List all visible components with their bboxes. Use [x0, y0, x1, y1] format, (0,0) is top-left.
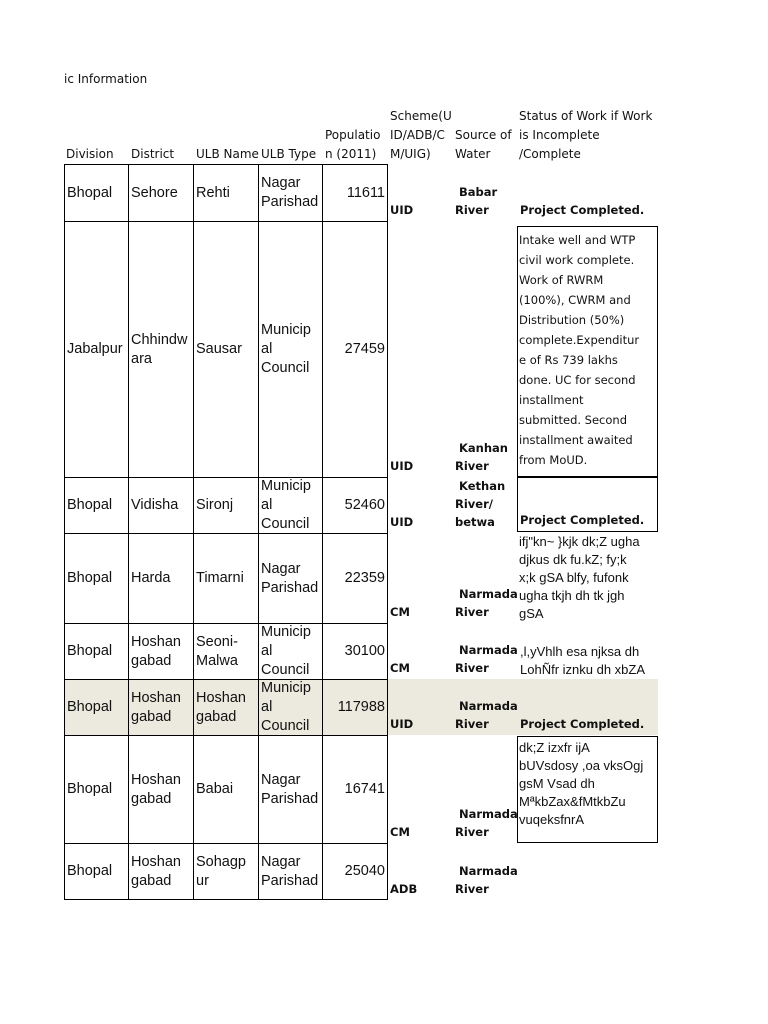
header-scheme-line: M/UIG)	[390, 147, 431, 161]
cell-line: Hoshan	[131, 689, 181, 706]
cell-line: Municip	[261, 322, 311, 338]
source-line: River/	[455, 497, 493, 511]
source-line: Kanhan	[459, 441, 508, 455]
cell-status	[517, 736, 658, 843]
cell-line: Timarni	[196, 570, 244, 586]
cell-ulb-type	[258, 221, 323, 477]
scheme-text: UID	[390, 459, 414, 473]
cell-district	[128, 477, 194, 533]
cell-line: Vidisha	[131, 497, 179, 513]
status-line: installment awaited	[519, 433, 633, 447]
cell-line: Municip	[261, 624, 311, 640]
source-line: River	[455, 661, 489, 675]
cell-line: Bhopal	[67, 497, 113, 513]
cell-line: 52460	[344, 497, 385, 513]
source-line: Narmada	[459, 587, 518, 601]
status-line: MªkbZax&fMtkbZu	[519, 794, 626, 809]
cell-district	[128, 221, 194, 477]
status-line: e of Rs 739 lakhs	[519, 353, 618, 367]
cell-division	[64, 477, 129, 533]
header-population-line: n (2011)	[325, 147, 377, 161]
cell-line: Hoshan	[131, 771, 181, 788]
cell-line: Council	[261, 516, 310, 532]
header-status-line: is Incomplete	[519, 128, 600, 142]
header-district: District	[131, 147, 175, 161]
cell-line: Sehore	[131, 184, 178, 201]
cell-district	[128, 843, 194, 900]
cell-scheme	[388, 735, 452, 843]
cell-line: Bhopal	[67, 570, 113, 586]
header-scheme-line: ID/ADB/C	[390, 128, 445, 142]
status-line: ifj"kn~ }kjk dk;Z ugha	[519, 534, 640, 549]
cell-ulb-name	[193, 221, 259, 477]
cell-ulb-type	[258, 623, 323, 679]
cell-division	[64, 679, 129, 735]
header-status	[519, 107, 652, 164]
source-line: Narmada	[459, 643, 518, 657]
cell-scheme	[388, 533, 452, 623]
cell-status	[518, 679, 658, 735]
cell-source	[453, 735, 517, 843]
source-line: River	[455, 605, 489, 619]
cell-line: Babai	[196, 781, 234, 797]
status-line: LohÑfr iznku dh xbZA	[520, 662, 646, 677]
cell-source	[453, 164, 517, 221]
section-title: ic Information	[64, 72, 148, 86]
header-ulb-type: ULB Type	[261, 147, 317, 161]
cell-line: Sohagp	[196, 853, 246, 870]
status-line: Project Completed.	[520, 717, 645, 731]
cell-ulb-name	[193, 533, 259, 623]
cell-line: Malwa	[196, 652, 238, 669]
cell-line: Municip	[261, 478, 311, 494]
cell-line: gabad	[196, 708, 237, 725]
cell-scheme	[388, 679, 452, 735]
status-line: ,l,yVhlh esa njksa dh	[520, 644, 640, 659]
header-ulb-name: ULB Name	[196, 147, 259, 161]
cell-source	[453, 533, 517, 623]
header-scheme-line: Scheme(U	[390, 109, 452, 123]
cell-line: Council	[261, 662, 310, 678]
cell-population	[322, 533, 388, 623]
cell-status	[518, 623, 659, 681]
source-line: Narmada	[459, 807, 518, 821]
cell-line: Hoshan	[131, 853, 181, 870]
status-line: done. UC for second	[519, 373, 636, 387]
source-line: River	[455, 459, 489, 473]
cell-ulb-type	[258, 164, 323, 221]
cell-division	[64, 221, 129, 477]
cell-source	[453, 843, 517, 900]
header-source-line: Water	[455, 147, 491, 161]
status-line: vuqeksfnrA	[519, 812, 585, 827]
header-scheme	[390, 107, 452, 164]
cell-line: 27459	[344, 341, 385, 357]
header-status-line: /Complete	[519, 147, 581, 161]
scheme-text: CM	[390, 661, 410, 675]
cell-status	[517, 477, 658, 532]
cell-ulb-name	[193, 477, 259, 533]
cell-line: Sironj	[196, 497, 234, 513]
header-source	[455, 126, 512, 164]
status-line: installment	[519, 393, 584, 407]
cell-division	[64, 843, 129, 900]
header-source-line: Source of	[455, 128, 512, 142]
cell-line: al	[261, 643, 273, 659]
cell-ulb-name	[193, 735, 259, 843]
status-line: ugha tkjh dh tk jgh	[519, 588, 625, 603]
cell-line: Bhopal	[67, 863, 113, 879]
header-division: Division	[66, 147, 114, 161]
status-line: Project Completed.	[520, 513, 645, 527]
status-line: x;k gSA blfy, fufonk	[519, 570, 629, 585]
cell-line: al	[261, 699, 273, 715]
cell-line: Bhopal	[67, 643, 113, 659]
source-line: River	[455, 717, 489, 731]
cell-population	[322, 735, 388, 843]
cell-line: al	[261, 497, 273, 513]
cell-line: Parishad	[261, 194, 319, 210]
cell-district	[128, 735, 194, 843]
cell-line: Parishad	[261, 790, 319, 807]
cell-line: Nagar	[261, 771, 301, 788]
cell-population	[322, 679, 388, 735]
cell-line: gabad	[131, 872, 172, 889]
cell-ulb-name	[193, 843, 259, 900]
cell-ulb-type	[258, 735, 323, 843]
cell-status	[517, 226, 658, 477]
status-line: from MoUD.	[519, 453, 588, 467]
cell-line: 25040	[344, 863, 385, 879]
source-line: River	[455, 203, 489, 217]
cell-line: Sausar	[196, 341, 242, 357]
cell-line: 16741	[344, 781, 385, 797]
cell-line: 11611	[346, 184, 385, 201]
status-line: bUVsdosy ,oa vksOgj	[519, 758, 644, 773]
cell-line: 30100	[344, 643, 385, 659]
cell-ulb-type	[258, 843, 323, 900]
cell-line: Bhopal	[67, 699, 113, 715]
cell-source	[453, 623, 517, 679]
source-line: Kethan	[459, 479, 506, 493]
cell-population	[322, 164, 388, 221]
scheme-text: CM	[390, 825, 410, 839]
cell-line: al	[261, 341, 273, 357]
cell-line: Nagar	[261, 560, 301, 577]
cell-ulb-name	[193, 679, 259, 735]
cell-line: Hoshan	[131, 633, 181, 650]
cell-scheme	[388, 843, 452, 900]
cell-status	[518, 533, 659, 625]
status-line: submitted. Second	[519, 413, 628, 427]
cell-line: Rehti	[196, 184, 230, 201]
status-line: (100%), CWRM and	[519, 293, 631, 307]
cell-population	[322, 221, 388, 477]
scheme-text: UID	[390, 515, 414, 529]
cell-district	[128, 679, 194, 735]
cell-source	[453, 679, 517, 735]
cell-ulb-type	[258, 533, 323, 623]
cell-line: gabad	[131, 790, 172, 807]
source-line: Narmada	[459, 699, 518, 713]
cell-line: Council	[261, 360, 310, 376]
source-line: betwa	[455, 515, 495, 529]
table-row	[64, 843, 658, 900]
status-line: dk;Z izxfr ijA	[519, 740, 590, 755]
cell-line: Jabalpur	[67, 341, 123, 357]
cell-line: gabad	[131, 652, 172, 669]
source-line: River	[455, 882, 489, 896]
cell-division	[64, 164, 129, 221]
cell-line: Nagar	[261, 853, 301, 870]
cell-population	[322, 623, 388, 679]
status-line: civil work complete.	[519, 253, 635, 267]
status-line: djkus dk fu.kZ; fy;k	[519, 552, 627, 567]
cell-line: Harda	[131, 570, 171, 586]
cell-scheme	[388, 623, 452, 679]
cell-scheme	[388, 164, 452, 221]
cell-ulb-name	[193, 164, 259, 221]
cell-scheme	[388, 221, 452, 477]
cell-status	[518, 164, 658, 221]
cell-district	[128, 164, 194, 221]
cell-line: Bhopal	[67, 781, 113, 797]
cell-ulb-type	[258, 477, 323, 533]
header-population-line: Populatio	[325, 128, 381, 142]
cell-line: Parishad	[261, 579, 319, 596]
status-line: Work of RWRM	[519, 273, 604, 287]
source-line: Narmada	[459, 864, 518, 878]
cell-line: ur	[196, 872, 209, 889]
cell-line: 22359	[344, 570, 385, 586]
cell-line: Nagar	[261, 175, 301, 191]
cell-division	[64, 533, 129, 623]
cell-division	[64, 735, 129, 843]
cell-line: gabad	[131, 708, 172, 725]
cell-line: Council	[261, 718, 310, 734]
header-population	[325, 126, 380, 164]
cell-population	[322, 477, 388, 533]
cell-line: 117988	[337, 699, 385, 715]
cell-population	[322, 843, 388, 900]
status-line: Distribution (50%)	[519, 313, 625, 327]
scheme-text: ADB	[390, 882, 418, 896]
cell-source	[453, 221, 517, 477]
status-line: complete.Expenditur	[519, 333, 640, 347]
status-line: Intake well and WTP	[519, 233, 636, 247]
status-line: Project Completed.	[520, 203, 645, 217]
cell-line: Bhopal	[67, 184, 113, 201]
cell-ulb-name	[193, 623, 259, 679]
cell-source	[453, 477, 517, 533]
cell-line: Hoshan	[196, 689, 246, 706]
cell-line: Chhindw	[131, 331, 188, 348]
header-status-line: Status of Work if Work	[519, 109, 653, 123]
cell-line: Municip	[261, 680, 311, 696]
cell-division	[64, 623, 129, 679]
scheme-text: UID	[390, 203, 414, 217]
cell-district	[128, 533, 194, 623]
cell-district	[128, 623, 194, 679]
source-line: River	[455, 825, 489, 839]
source-line: Babar	[459, 185, 498, 199]
cell-ulb-type	[258, 679, 323, 735]
cell-scheme	[388, 477, 452, 533]
scheme-text: UID	[390, 717, 414, 731]
cell-line: ara	[131, 350, 152, 367]
status-line: gsM Vsad dh	[519, 776, 595, 791]
status-line: gSA	[519, 606, 544, 621]
cell-line: Parishad	[261, 872, 319, 889]
cell-line: Seoni-	[196, 633, 238, 650]
scheme-text: CM	[390, 605, 410, 619]
